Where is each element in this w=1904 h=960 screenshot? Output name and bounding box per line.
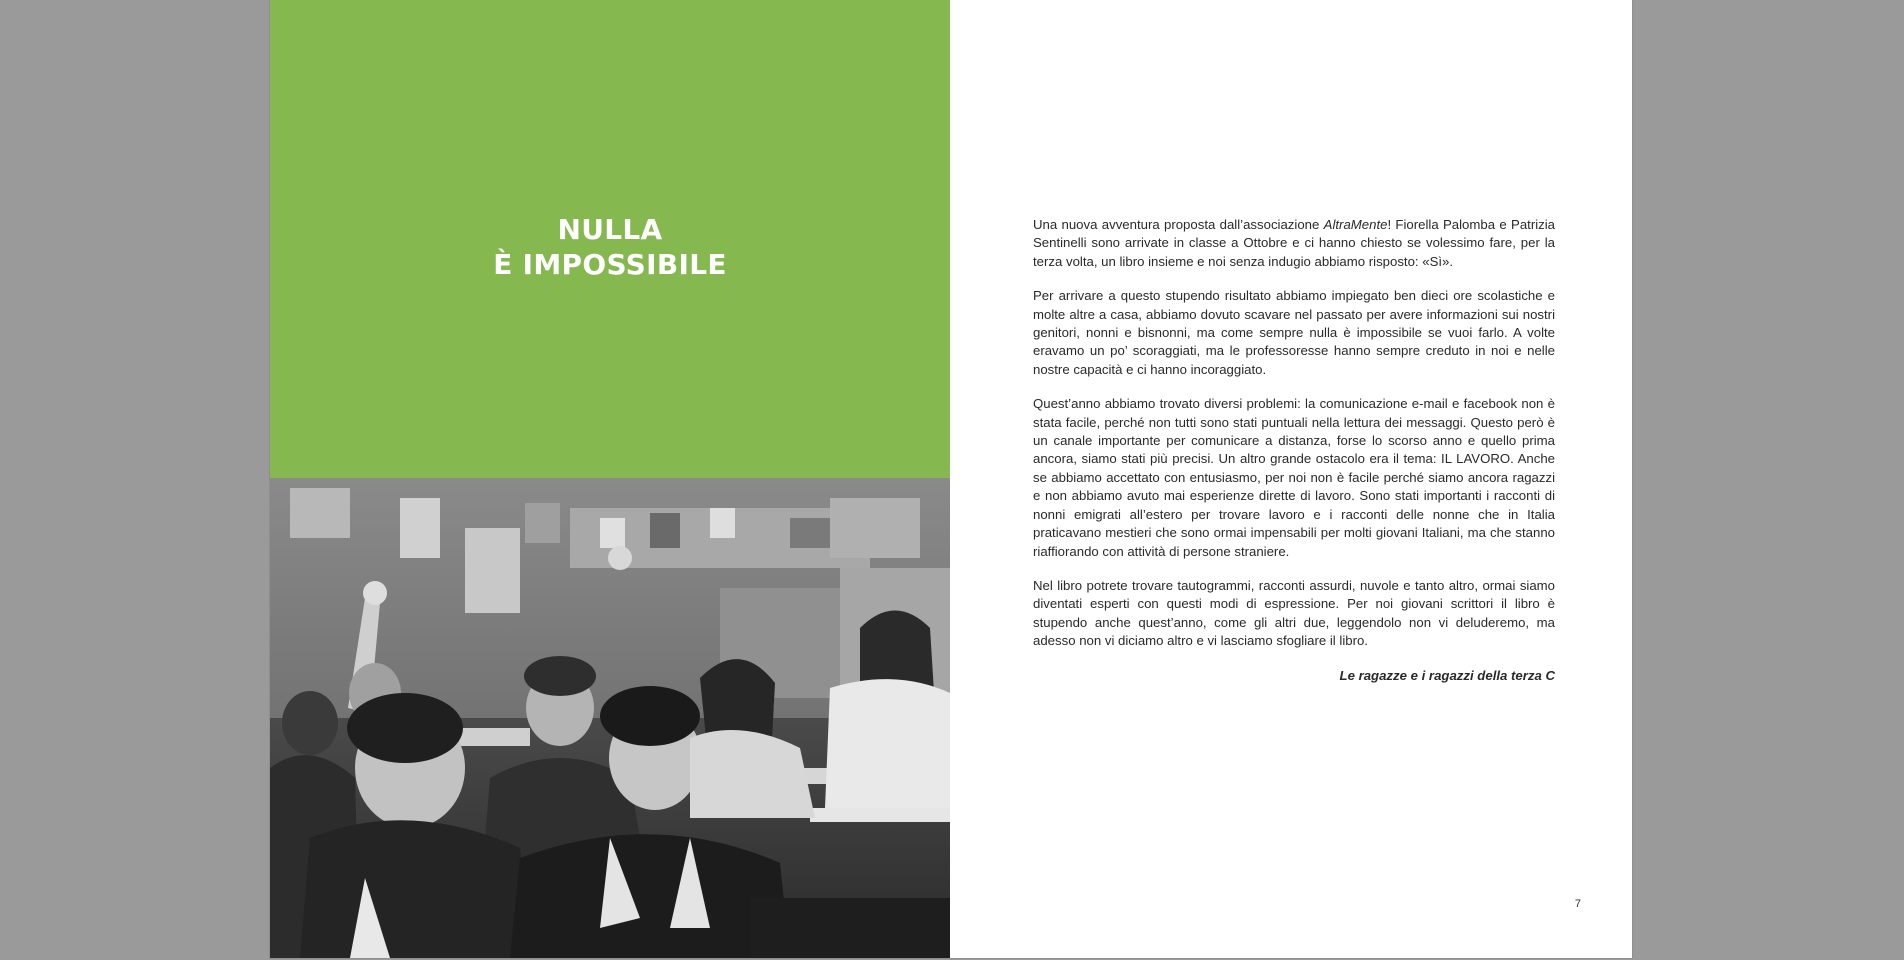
paragraph-4: Nel libro potrete trovare tautogrammi, racconti assurdi, nuvole e tanto altro, ormai siamo diventati esperti con questi modi di espressione. Per noi giovani scrittori il libro è stupendo anche quest’anno, come gli altri due, leggendolo non vi deluderemo, ma adesso non vi diciamo altro e vi lasciamo sfogliare il libro.: [1033, 577, 1555, 649]
signature: Le ragazze e i ragazzi della terza C: [1339, 667, 1555, 683]
paragraph-2: Per arrivare a questo stupendo risultato abbiamo impiegato ben dieci ore scolastiche e molte altre a casa, abbiamo dovuto scavare nel passato per avere informazioni sui nostri genitori, nonni e bisnonni, ma come sempre nulla è impossibile se vuoi farlo. A volte eravamo un po’ scoraggiati, ma le professoresse hanno sempre creduto in noi e nelle nostre capacità e ci hanno incoraggiato.: [1033, 288, 1555, 377]
title-line-1: NULLA: [557, 213, 663, 246]
title-line-2: È IMPOSSIBILE: [493, 248, 727, 281]
book-spread: [270, 0, 1632, 958]
page-number: 7: [1574, 898, 1581, 910]
paragraph-1: [1033, 216, 1555, 271]
classroom-photo: [270, 478, 950, 958]
paragraph-1-start: Una nuova avventura proposta dall’associazione: [1033, 217, 1324, 232]
intro-text: [1033, 216, 1555, 685]
paragraph-3: Quest’anno abbiamo trovato diversi problemi: la comunicazione e-mail e facebook non è stata facile, perché non tutti sono stati puntuali nella lettura dei messaggi. Questo però è un canale importante per comunicare a distanza, forse lo scorso anno e quello prima ancora, siamo stati più precisi. Un altro grande ostacolo era il tema: IL LAVORO. Anche se abbiamo accettato con entusiasmo, per noi non è facile perché siamo ancora ragazzi e non abbiamo avuto mai esperienze dirette di lavoro. Sono stati importanti i racconti di nonni emigrati all’estero per trovare lavoro e i racconti delle nonne che in Italia praticavano mestieri che sono ormai impensabili per molti giovani Italiani, ma che stanno riaffiorando con attività di persone straniere.: [1033, 396, 1555, 559]
association-name: AltraMente: [1323, 217, 1388, 232]
right-page: [951, 0, 1632, 958]
left-page: [270, 0, 950, 958]
chapter-title: [270, 212, 950, 282]
classroom-photo-illustration: [270, 478, 950, 958]
paragraph-1-end: ! Fiorella Palomba e Patrizia Sentinelli sono arrivate in classe a Ottobre e ci hanno chiesto se volessimo fare, per la terza volta, un libro insieme e noi senza indugio abbiamo risposto: «Sì».: [1033, 217, 1555, 269]
title-panel: [270, 0, 950, 478]
